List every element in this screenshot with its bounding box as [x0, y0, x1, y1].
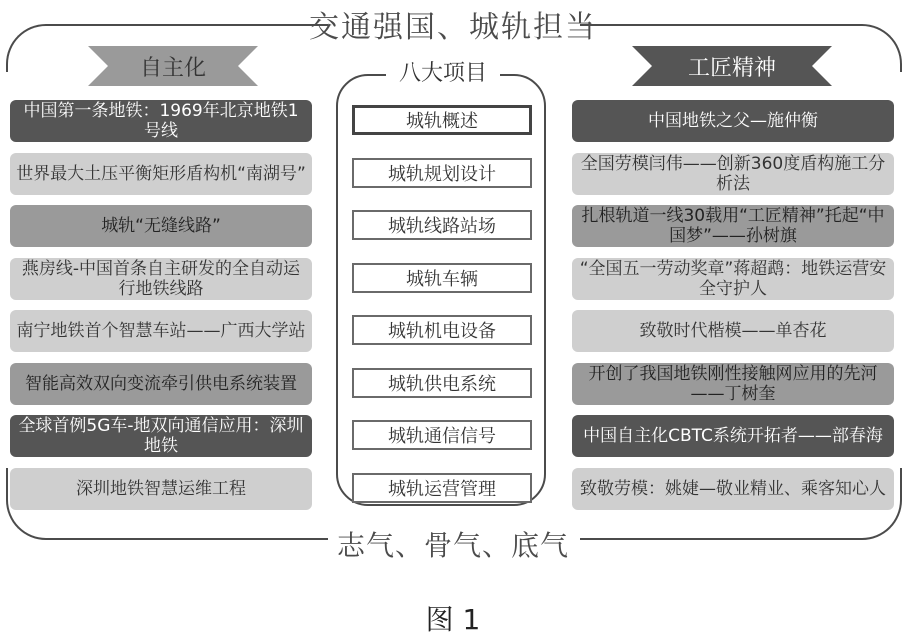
left-col-item: 世界最大土压平衡矩形盾构机“南湖号” — [10, 153, 312, 195]
left-col-item: 智能高效双向变流牵引供电系统装置 — [10, 363, 312, 405]
right-col-item: 致敬时代楷模——单杏花 — [572, 310, 894, 352]
ribbon-right — [632, 46, 832, 86]
figure-caption: 图 1 — [425, 603, 481, 636]
left-col-item: 城轨“无缝线路” — [10, 205, 312, 247]
left-col-item: 中国第一条地铁：1969年北京地铁1号线 — [10, 100, 312, 142]
left-col-item: 燕房线-中国首条自主研发的全自动运行地铁线路 — [10, 258, 312, 300]
right-col-item: 扎根轨道一线30载用“工匠精神”托起“中国梦”——孙树旗 — [572, 205, 894, 247]
center-project-item: 城轨规划设计 — [352, 158, 532, 188]
left-col-item: 南宁地铁首个智慧车站——广西大学站 — [10, 310, 312, 352]
center-project-item: 城轨车辆 — [352, 263, 532, 293]
bottom-slogan: 志气、骨气、底气 — [336, 529, 569, 562]
right-col-item: 全国劳模闫伟——创新360度盾构施工分析法 — [572, 153, 894, 195]
right-col-item: “全国五一劳动奖章”蒋超鹉：地铁运营安全守护人 — [572, 258, 894, 300]
left-col-item: 全球首例5G车-地双向通信应用：深圳地铁 — [10, 415, 312, 457]
center-project-item: 城轨通信信号 — [352, 420, 532, 450]
right-col-item: 开创了我国地铁刚性接触网应用的先河——丁树奎 — [572, 363, 894, 405]
center-project-item: 城轨供电系统 — [352, 368, 532, 398]
center-project-item: 城轨概述 — [352, 105, 532, 135]
center-project-item: 城轨运营管理 — [352, 473, 532, 503]
ribbon-right-label: 工匠精神 — [687, 55, 776, 81]
right-col-item: 中国地铁之父—施仲衡 — [572, 100, 894, 142]
center-title: 八大项目 — [398, 61, 487, 86]
right-col-item: 致敬劳模：姚婕—敬业精业、乘客知心人 — [572, 468, 894, 510]
diagram-title: 交通强国、城轨担当 — [309, 10, 597, 45]
center-project-item: 城轨机电设备 — [352, 315, 532, 345]
left-col-item: 深圳地铁智慧运维工程 — [10, 468, 312, 510]
center-project-item: 城轨线路站场 — [352, 210, 532, 240]
ribbon-left — [88, 46, 258, 86]
right-col-item: 中国自主化CBTC系统开拓者——部春海 — [572, 415, 894, 457]
ribbon-left-label: 自主化 — [139, 55, 206, 81]
